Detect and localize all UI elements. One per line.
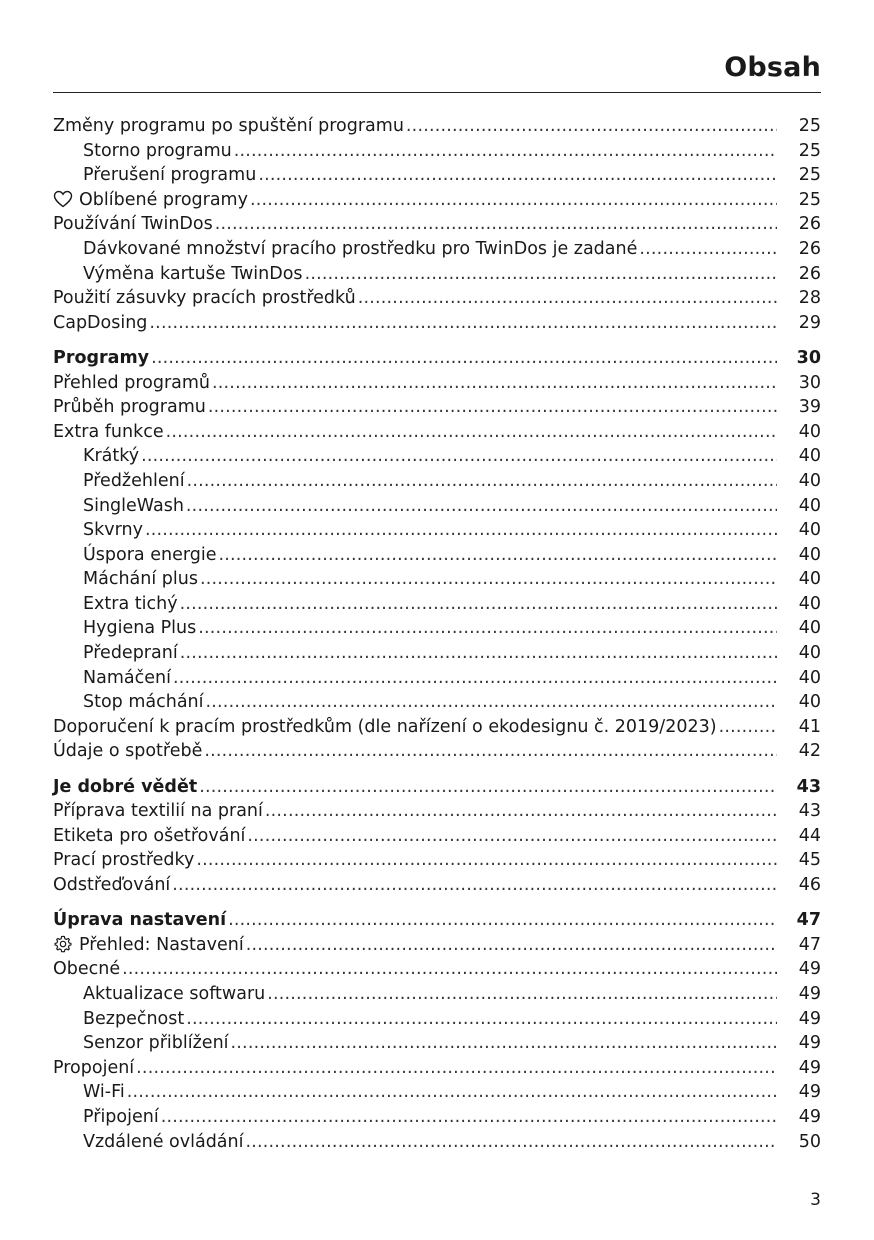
dot-leader xyxy=(258,163,777,188)
page-number: 3 xyxy=(810,1190,821,1210)
toc-entry-label xyxy=(83,982,265,1007)
toc-entry-page: 42 xyxy=(798,741,821,762)
toc-entry-page: 40 xyxy=(798,618,821,639)
toc-entry[interactable] xyxy=(53,957,821,982)
toc-entry-page: 43 xyxy=(798,801,821,822)
toc-entry[interactable] xyxy=(53,114,821,139)
toc-entry-label xyxy=(53,824,245,849)
toc-entry-text: Hygiena Plus xyxy=(83,618,197,639)
toc-entry-page: 40 xyxy=(798,643,821,664)
toc-entry-label xyxy=(83,262,303,287)
toc-entry-label xyxy=(53,933,244,958)
toc-entry[interactable] xyxy=(53,848,821,873)
toc-entry-page: 25 xyxy=(798,165,821,186)
toc-entry-page: 25 xyxy=(798,116,821,136)
dot-leader xyxy=(161,1105,777,1130)
toc-entry-text: Wi-Fi xyxy=(83,1082,125,1103)
toc-entry[interactable] xyxy=(53,371,821,396)
dot-leader xyxy=(231,1031,777,1056)
toc-entry-label xyxy=(83,616,196,641)
toc-entry-label xyxy=(53,799,263,824)
toc-entry-page: 28 xyxy=(798,288,821,309)
dot-leader xyxy=(149,311,777,336)
toc-entry-text: Máchání plus xyxy=(83,569,198,590)
toc-entry-label xyxy=(83,543,216,568)
toc-entry-label xyxy=(53,957,120,982)
toc-entry[interactable] xyxy=(53,715,821,740)
toc-entry-page: 47 xyxy=(798,934,821,955)
toc-entry-label xyxy=(53,371,210,396)
toc-entry-text: Aktualizace softwaru xyxy=(83,983,266,1004)
toc-entry-label xyxy=(83,469,185,494)
toc-entry-page: 30 xyxy=(796,347,821,368)
toc-entry-label xyxy=(53,739,202,764)
toc-entry-text: Předžehlení xyxy=(83,470,185,491)
toc-entry-text: Odstřeďování xyxy=(53,875,171,895)
dot-leader xyxy=(151,346,777,371)
toc-entry-page: 25 xyxy=(798,140,821,161)
dot-leader xyxy=(265,799,777,824)
toc-entry-page: 40 xyxy=(798,470,821,491)
toc-entry[interactable] xyxy=(53,1007,821,1032)
toc-entry-text: Storno programu xyxy=(83,140,232,161)
dot-leader xyxy=(186,1007,777,1032)
toc-entry-text: Používání TwinDos xyxy=(53,214,213,235)
toc-entry-page: 44 xyxy=(798,825,821,846)
toc-entry-label xyxy=(83,444,139,469)
dot-leader xyxy=(406,114,777,139)
toc-entry[interactable] xyxy=(53,444,821,469)
dot-leader xyxy=(267,982,777,1007)
toc-entry-text: Stop máchání xyxy=(83,692,204,713)
toc-entry-label xyxy=(53,420,164,445)
toc-entry-text: Změny programu po spuštění programu xyxy=(53,116,404,136)
dot-leader xyxy=(305,262,777,287)
toc-entry[interactable] xyxy=(53,543,821,568)
toc-entry-label xyxy=(53,311,147,336)
toc-entry-label xyxy=(53,848,194,873)
dot-leader xyxy=(206,690,777,715)
dot-leader xyxy=(141,444,777,469)
toc-entry[interactable] xyxy=(53,395,821,420)
toc-entry-page: 40 xyxy=(798,544,821,565)
toc-entry-label xyxy=(53,212,213,237)
dot-leader xyxy=(180,641,777,666)
dot-leader xyxy=(186,494,777,519)
dot-leader xyxy=(245,1130,777,1155)
toc-entry-label xyxy=(53,114,404,139)
toc-entry-label xyxy=(53,188,248,213)
page-title: Obsah xyxy=(724,52,821,83)
dot-leader xyxy=(246,933,777,958)
toc-entry[interactable] xyxy=(53,824,821,849)
dot-leader xyxy=(228,908,777,933)
toc-entry-text: Krátký xyxy=(83,446,140,467)
toc-entry[interactable] xyxy=(53,346,821,371)
toc-entry-text: Přerušení programu xyxy=(83,165,257,186)
dot-leader xyxy=(200,567,777,592)
toc-entry[interactable] xyxy=(53,666,821,691)
table-of-contents xyxy=(53,114,821,1154)
toc-entry-label xyxy=(83,690,204,715)
toc-entry-text: Oblíbené programy xyxy=(79,189,248,210)
toc-entry-label xyxy=(53,286,356,311)
dot-leader xyxy=(208,395,777,420)
dot-leader xyxy=(247,824,777,849)
toc-entry-text: Namáčení xyxy=(83,667,171,688)
toc-entry-page: 49 xyxy=(798,1033,821,1054)
toc-entry-page: 49 xyxy=(798,1057,821,1078)
toc-entry-page: 30 xyxy=(798,372,821,393)
toc-entry-label xyxy=(83,518,143,543)
toc-entry-text: Průběh programu xyxy=(53,397,206,418)
toc-entry-text: Úspora energie xyxy=(83,544,217,565)
toc-entry[interactable] xyxy=(53,188,821,213)
toc-entry[interactable] xyxy=(53,237,821,262)
toc-entry[interactable] xyxy=(53,982,821,1007)
dot-leader xyxy=(166,420,777,445)
dot-leader xyxy=(180,592,777,617)
toc-entry-page: 43 xyxy=(796,776,821,797)
toc-entry-page: 45 xyxy=(798,850,821,871)
toc-entry-page: 40 xyxy=(798,520,821,541)
toc-entry-text: Propojení xyxy=(53,1057,135,1078)
toc-entry-label xyxy=(53,395,206,420)
toc-entry[interactable] xyxy=(53,641,821,666)
toc-entry-text: Přehled programů xyxy=(53,372,211,393)
dot-leader xyxy=(173,666,777,691)
dot-leader xyxy=(215,212,777,237)
dot-leader xyxy=(204,739,777,764)
toc-entry-text: Programy xyxy=(53,347,150,368)
toc-entry[interactable] xyxy=(53,163,821,188)
toc-entry-page: 26 xyxy=(798,214,821,235)
toc-entry-page: 49 xyxy=(798,1008,821,1029)
toc-entry[interactable] xyxy=(53,1031,821,1056)
dot-leader xyxy=(719,715,777,740)
toc-entry-label xyxy=(83,494,184,519)
dot-leader xyxy=(136,1056,777,1081)
toc-entry-text: Výměna kartuše TwinDos xyxy=(83,263,303,284)
dot-leader xyxy=(196,848,777,873)
toc-entry-page: 39 xyxy=(798,397,821,418)
toc-entry-page: 40 xyxy=(798,692,821,713)
toc-entry-label xyxy=(83,592,178,617)
dot-leader xyxy=(234,139,777,164)
toc-entry-page: 49 xyxy=(798,1082,821,1103)
dot-leader xyxy=(639,237,777,262)
toc-entry[interactable] xyxy=(53,1056,821,1081)
toc-entry-label xyxy=(53,873,170,898)
toc-entry[interactable] xyxy=(53,420,821,445)
toc-entry[interactable] xyxy=(53,494,821,519)
toc-entry[interactable] xyxy=(53,1080,821,1105)
dot-leader xyxy=(212,371,777,396)
toc-entry[interactable] xyxy=(53,139,821,164)
toc-entry-text: SingleWash xyxy=(83,495,184,516)
toc-entry-text: Senzor přiblížení xyxy=(83,1033,229,1054)
dot-leader xyxy=(172,873,777,898)
toc-entry[interactable] xyxy=(53,311,821,336)
toc-entry-text: Bezpečnost xyxy=(83,1008,185,1029)
toc-entry-page: 47 xyxy=(796,910,821,931)
toc-entry-label xyxy=(83,666,171,691)
toc-entry-label xyxy=(83,163,256,188)
toc-entry-page: 26 xyxy=(798,238,821,259)
toc-entry[interactable] xyxy=(53,262,821,287)
toc-entry-text: Extra funkce xyxy=(53,421,164,442)
toc-entry-page: 40 xyxy=(798,495,821,516)
toc-entry-label xyxy=(53,908,226,933)
toc-entry-text: Připojení xyxy=(83,1106,159,1127)
toc-entry[interactable] xyxy=(53,799,821,824)
toc-entry[interactable] xyxy=(53,469,821,494)
toc-entry-page: 40 xyxy=(798,569,821,590)
toc-entry-label xyxy=(53,775,197,800)
toc-entry-text: Přehled: Nastavení xyxy=(79,934,244,955)
toc-entry[interactable] xyxy=(53,775,821,800)
toc-entry-label xyxy=(83,237,637,262)
dot-leader xyxy=(145,518,777,543)
dot-leader xyxy=(199,775,777,800)
toc-entry[interactable] xyxy=(53,908,821,933)
toc-entry-page: 40 xyxy=(798,593,821,614)
toc-entry[interactable] xyxy=(53,212,821,237)
toc-entry[interactable] xyxy=(53,690,821,715)
toc-entry-text: Předepraní xyxy=(83,643,178,664)
dot-leader xyxy=(358,286,777,311)
toc-entry-text: Údaje o spotřebě xyxy=(53,741,203,762)
header-divider xyxy=(53,92,821,93)
toc-entry[interactable] xyxy=(53,1130,821,1155)
toc-entry-label xyxy=(53,346,149,371)
gear-icon xyxy=(53,935,73,953)
toc-entry-label xyxy=(83,139,232,164)
toc-entry[interactable] xyxy=(53,1105,821,1130)
toc-entry-text: Etiketa pro ošetřování xyxy=(53,825,246,846)
toc-entry-text: Úprava nastavení xyxy=(53,910,227,931)
toc-entry[interactable] xyxy=(53,616,821,641)
toc-entry-text: Použití zásuvky pracích prostředků xyxy=(53,288,356,309)
toc-entry-page: 40 xyxy=(798,446,821,467)
dot-leader xyxy=(122,957,777,982)
toc-entry-page: 26 xyxy=(798,263,821,284)
dot-leader xyxy=(187,469,777,494)
toc-entry-page: 29 xyxy=(798,312,821,333)
toc-entry-text: Příprava textilií na praní xyxy=(53,801,263,822)
toc-entry-page: 49 xyxy=(798,959,821,980)
dot-leader xyxy=(218,543,777,568)
toc-entry-label xyxy=(53,1056,134,1081)
toc-entry[interactable] xyxy=(53,518,821,543)
toc-entry-text: Vzdálené ovládání xyxy=(83,1131,244,1152)
toc-entry-text: Prací prostředky xyxy=(53,850,195,871)
toc-entry-text: Dávkované množství pracího prostředku pro TwinDos je zadané xyxy=(83,238,638,259)
toc-entry[interactable] xyxy=(53,739,821,764)
toc-entry-page: 50 xyxy=(798,1131,821,1152)
toc-entry-text: Obecné xyxy=(53,959,121,980)
toc-entry-label xyxy=(53,715,717,740)
toc-entry-text: Extra tichý xyxy=(83,593,178,614)
toc-entry[interactable] xyxy=(53,286,821,311)
toc-entry-page: 41 xyxy=(798,716,821,737)
toc-entry-label xyxy=(83,1080,125,1105)
toc-entry-label xyxy=(83,1105,159,1130)
toc-entry-page: 49 xyxy=(798,1106,821,1127)
dot-leader xyxy=(250,188,777,213)
toc-entry-label xyxy=(83,641,178,666)
toc-entry[interactable] xyxy=(53,592,821,617)
toc-entry-page: 25 xyxy=(798,189,821,210)
toc-entry-label xyxy=(83,1031,229,1056)
toc-entry[interactable] xyxy=(53,873,821,898)
toc-entry[interactable] xyxy=(53,933,821,958)
dot-leader xyxy=(127,1080,777,1105)
toc-entry-text: Je dobré vědět xyxy=(53,776,198,797)
toc-entry[interactable] xyxy=(53,567,821,592)
heart-icon xyxy=(53,190,73,208)
toc-entry-page: 40 xyxy=(798,421,821,442)
toc-entry-page: 40 xyxy=(798,667,821,688)
toc-entry-label xyxy=(83,567,198,592)
dot-leader xyxy=(198,616,777,641)
toc-entry-page: 46 xyxy=(798,875,821,895)
toc-entry-label xyxy=(83,1130,243,1155)
toc-entry-text: Skvrny xyxy=(83,520,143,541)
toc-entry-text: Doporučení k pracím prostředkům (dle nařízení o ekodesignu č. 2019/2023) xyxy=(53,716,717,737)
toc-entry-text: CapDosing xyxy=(53,312,148,333)
toc-entry-page: 49 xyxy=(798,983,821,1004)
toc-entry-label xyxy=(83,1007,184,1032)
